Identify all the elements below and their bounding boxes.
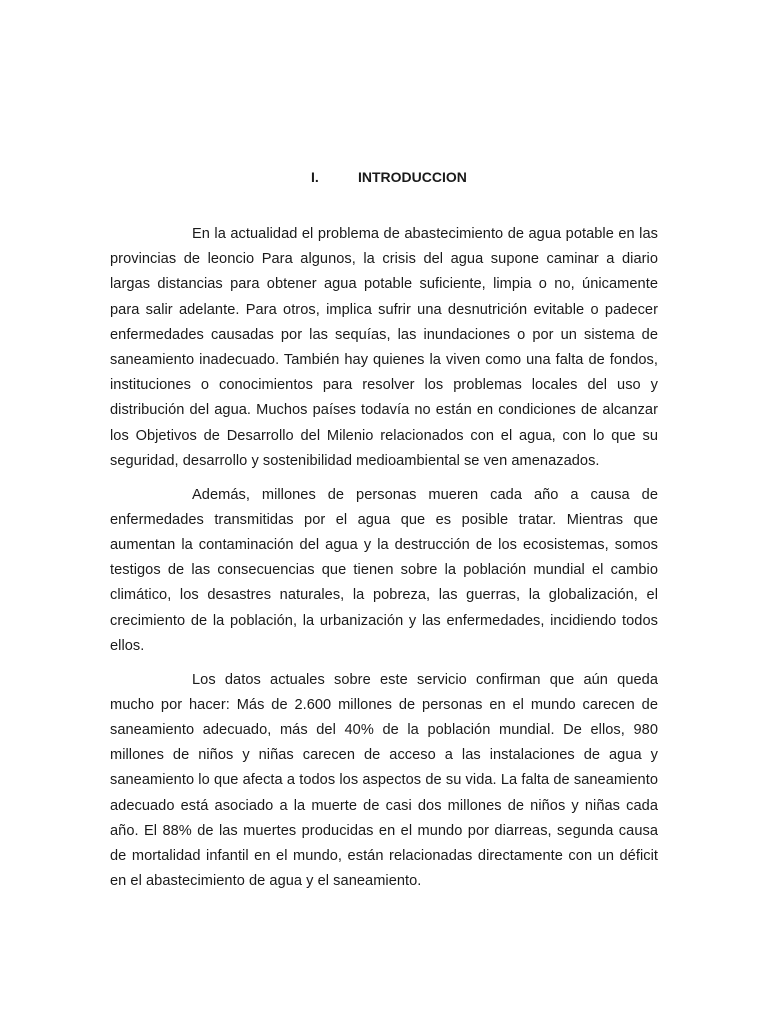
document-body xyxy=(110,222,658,894)
section-title: INTRODUCCION xyxy=(358,169,467,185)
paragraph-1: En la actualidad el problema de abastecimiento de agua potable en las provincias de leoncio Para algunos, la crisis del agua supone caminar a diario largas distancias para obtener agua potable suficiente, limpia o no, únicamente para salir adelante. Para otros, implica sufrir una desnutrición evitable o padecer enfermedades causadas por las sequías, las inundaciones o por un sistema de saneamiento inadecuado. También hay quienes la viven como una falta de fondos, instituciones o conocimientos para resolver los problemas locales del uso y distribución del agua. Muchos países todavía no están en condiciones de alcanzar los Objetivos de Desarrollo del Milenio relacionados con el agua, con lo que su seguridad, desarrollo y sostenibilidad medioambiental se ven amenazados. xyxy=(110,226,658,469)
paragraph-2: Además, millones de personas mueren cada año a causa de enfermedades transmitidas por el agua que es posible tratar. Mientras que aumentan la contaminación del agua y la destrucción de los ecosistemas, somos testigos de las consecuencias que tienen sobre la población mundial el cambio climático, los desastres naturales, la pobreza, las guerras, la globalización, el crecimiento de la población, la urbanización y las enfermedades, incidiendo todos ellos. xyxy=(110,486,658,654)
section-heading xyxy=(0,169,768,189)
paragraph-3: Los datos actuales sobre este servicio confirman que aún queda mucho por hacer: Más de 2.600 millones de personas en el mundo carecen de saneamiento adecuado, más del 40% de la población mundial. De ellos, 980 millones de niños y niñas carecen de acceso a las instalaciones de agua y saneamiento lo que afecta a todos los aspectos de su vida. La falta de saneamiento adecuado está asociado a la muerte de casi dos millones de niños y niñas cada año. El 88% de las muertes producidas en el mundo por diarreas, segunda causa de mortalidad infantil en el mundo, están relacionadas directamente con un déficit en el abastecimiento de agua y el saneamiento. xyxy=(110,671,658,890)
section-number: I. xyxy=(311,169,319,185)
